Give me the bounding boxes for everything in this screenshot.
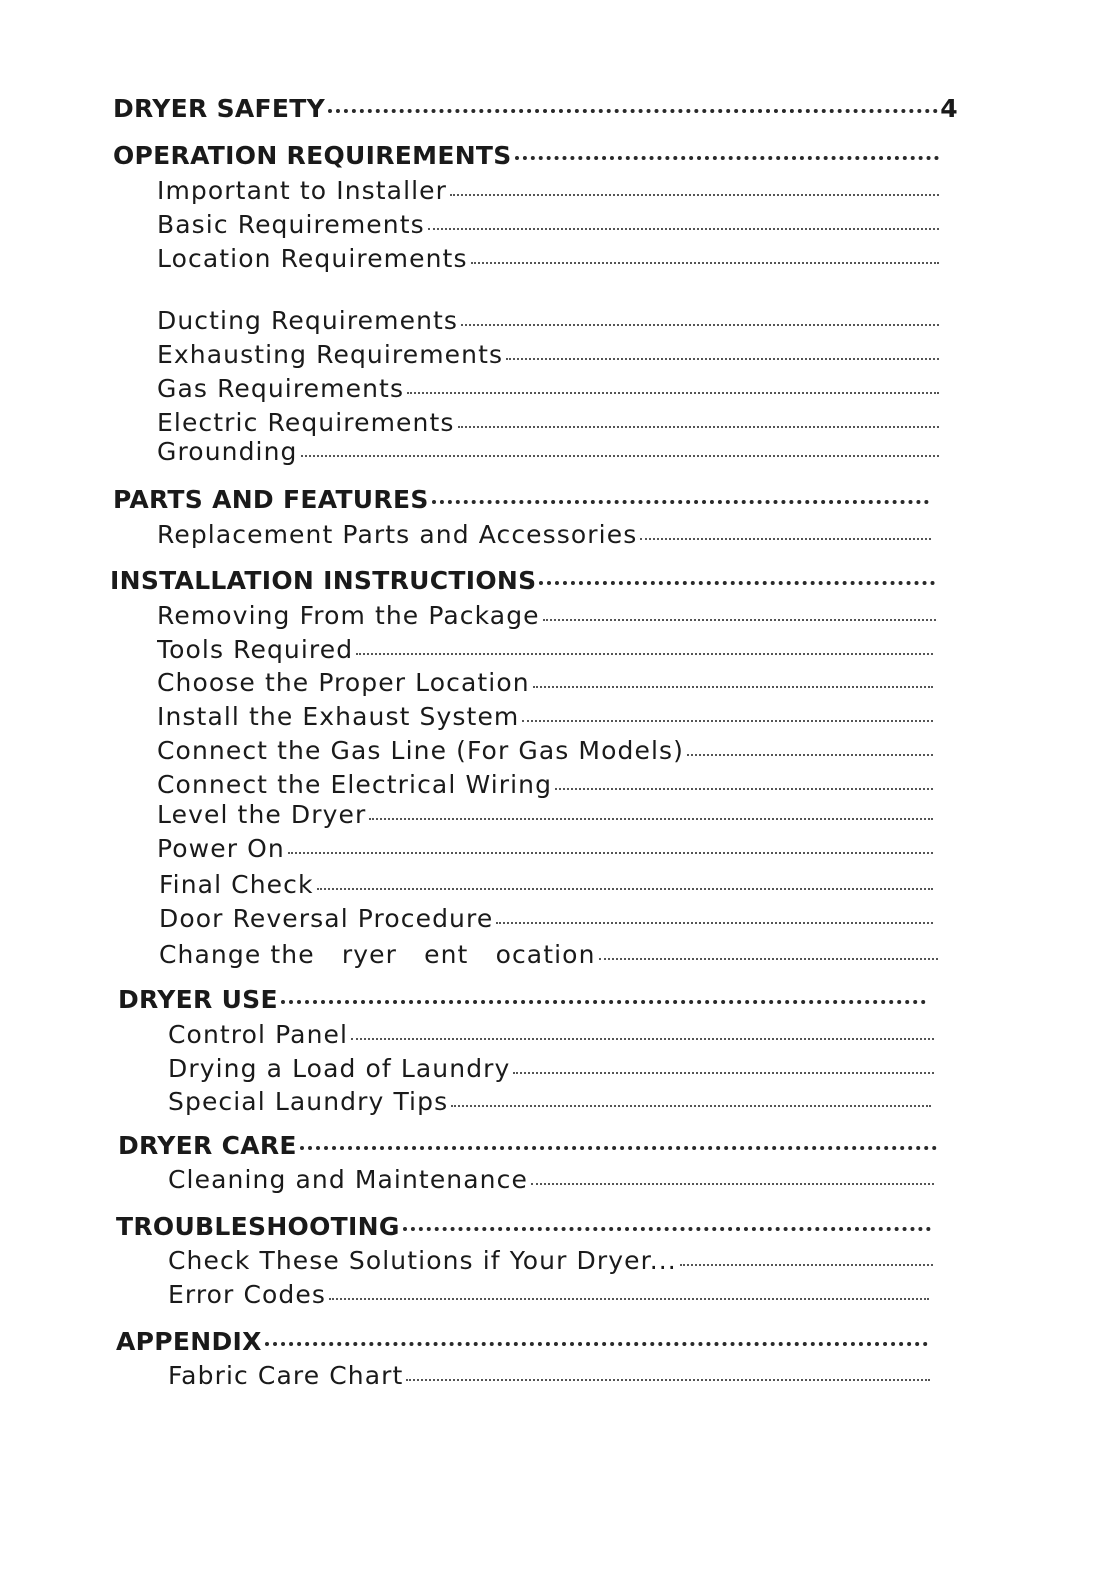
toc-label: INSTALLATION INSTRUCTIONS <box>110 566 537 595</box>
toc-section-dryer-use[interactable] <box>118 979 926 1014</box>
toc-label: OPERATION REQUIREMENTS <box>113 141 512 170</box>
toc-section-parts-and-features[interactable] <box>113 479 929 514</box>
toc-item-cleaning-and-maintenance[interactable] <box>168 1161 934 1194</box>
dot-leader <box>506 336 939 360</box>
toc-section-troubleshooting[interactable] <box>116 1206 931 1241</box>
toc-label: Control Panel <box>168 1020 349 1049</box>
toc-item-error-codes[interactable] <box>168 1276 929 1309</box>
toc-item-replacement-parts[interactable] <box>157 516 931 549</box>
dot-leader <box>300 1125 937 1150</box>
dot-leader <box>288 830 933 854</box>
toc-label: Location Requirements <box>157 244 468 273</box>
toc-label: PARTS AND FEATURES <box>113 485 429 514</box>
dot-leader <box>640 516 931 540</box>
toc-label: Ducting Requirements <box>157 306 459 335</box>
toc-label: Replacement Parts and Accessories <box>157 520 638 549</box>
dot-leader <box>680 1242 933 1266</box>
dot-leader <box>328 88 938 113</box>
toc-label: Final Check <box>159 870 314 899</box>
toc-label: Check These Solutions if Your Dryer... <box>168 1246 677 1275</box>
dot-leader <box>543 597 936 621</box>
dot-leader <box>329 1276 929 1300</box>
toc-section-dryer-care[interactable] <box>118 1125 937 1160</box>
toc-label: APPENDIX <box>116 1327 262 1356</box>
toc-item-location-requirements[interactable] <box>157 240 939 273</box>
dot-leader <box>451 1083 931 1107</box>
dot-leader <box>403 1206 931 1231</box>
dot-leader <box>428 206 939 230</box>
dot-leader <box>539 560 935 585</box>
toc-label: Choose the Proper Location <box>157 668 530 697</box>
toc-label: Exhausting Requirements <box>157 340 504 369</box>
toc-section-operation-requirements[interactable] <box>113 135 939 170</box>
toc-label: Important to Installer <box>157 176 448 205</box>
dot-leader <box>515 135 939 160</box>
toc-label: Gas Requirements <box>157 374 405 403</box>
toc-item-basic-requirements[interactable] <box>157 206 939 239</box>
dot-leader <box>687 732 933 756</box>
toc-label: Door Reversal Procedure <box>159 904 494 933</box>
toc-label: DRYER SAFETY <box>113 94 326 123</box>
dot-leader <box>555 766 933 790</box>
toc-item-exhausting-requirements[interactable] <box>157 336 939 369</box>
toc-item-important-to-installer[interactable] <box>157 172 939 205</box>
toc-label: Fabric Care Chart <box>168 1361 404 1390</box>
dot-leader <box>450 172 939 196</box>
toc-item-power-on[interactable] <box>157 830 933 863</box>
toc-label: Special Laundry Tips <box>168 1087 449 1116</box>
toc-section-appendix[interactable] <box>116 1321 928 1356</box>
toc-item-gas-requirements[interactable] <box>157 370 939 403</box>
toc-label: Connect the Gas Line (For Gas Models) <box>157 736 684 765</box>
dot-leader <box>432 479 929 504</box>
dot-leader <box>406 1357 930 1381</box>
dot-leader <box>471 240 939 264</box>
toc-label: Electric Requirements <box>157 408 455 437</box>
toc-section-dryer-safety[interactable] <box>113 88 958 123</box>
dot-leader <box>356 631 933 655</box>
toc-item-final-check[interactable] <box>159 866 933 899</box>
toc-label: Connect the Electrical Wiring <box>157 770 553 799</box>
toc-item-choose-proper-location[interactable] <box>157 664 933 697</box>
toc-item-connect-gas-line[interactable] <box>157 732 933 765</box>
dot-leader <box>461 302 939 326</box>
toc-label: Error Codes <box>168 1280 327 1309</box>
toc-item-tools-required[interactable] <box>157 631 933 664</box>
dot-leader <box>369 796 933 820</box>
dot-leader <box>513 1050 934 1074</box>
toc-item-change-dryer-vent-location[interactable] <box>159 936 938 969</box>
dot-leader <box>317 866 933 890</box>
dot-leader <box>351 1016 934 1040</box>
toc-item-special-laundry-tips[interactable] <box>168 1083 931 1116</box>
toc-item-check-these-solutions[interactable] <box>168 1242 933 1275</box>
toc-label: TROUBLESHOOTING <box>116 1212 400 1241</box>
toc-item-level-the-dryer[interactable] <box>157 796 933 829</box>
toc-label: Grounding <box>157 437 298 466</box>
toc-section-installation-instructions[interactable] <box>110 560 935 595</box>
toc-label: Tools Required <box>157 635 354 664</box>
toc-label: Cleaning and Maintenance <box>168 1165 528 1194</box>
toc-item-ducting-requirements[interactable] <box>157 302 939 335</box>
dot-leader <box>522 698 933 722</box>
toc-item-drying-a-load[interactable] <box>168 1050 934 1083</box>
toc-label: Drying a Load of Laundry <box>168 1054 511 1083</box>
toc-item-grounding[interactable] <box>157 433 939 466</box>
dot-leader <box>281 979 926 1004</box>
toc-label: DRYER CARE <box>118 1131 297 1160</box>
toc-label: Level the Dryer <box>157 800 367 829</box>
toc-label: Basic Requirements <box>157 210 425 239</box>
toc-item-door-reversal[interactable] <box>159 900 933 933</box>
toc-item-install-exhaust-system[interactable] <box>157 698 933 731</box>
dot-leader <box>496 900 933 924</box>
toc-item-removing-from-package[interactable] <box>157 597 936 630</box>
toc-item-fabric-care-chart[interactable] <box>168 1357 930 1390</box>
toc-label: Install the Exhaust System <box>157 702 520 731</box>
dot-leader <box>458 404 940 428</box>
toc-item-control-panel[interactable] <box>168 1016 934 1049</box>
toc-label: DRYER USE <box>118 985 278 1014</box>
toc-label: Power On <box>157 834 285 863</box>
toc-label: Change the ryer ent ocation <box>159 940 596 969</box>
toc-label: Removing From the Package <box>157 601 540 630</box>
dot-leader <box>265 1321 928 1346</box>
dot-leader <box>407 370 939 394</box>
dot-leader <box>531 1161 934 1185</box>
dot-leader <box>301 433 939 457</box>
toc-page-number: 4 <box>940 94 958 123</box>
dot-leader <box>533 664 933 688</box>
dot-leader <box>599 936 938 960</box>
toc-item-connect-electrical-wiring[interactable] <box>157 766 933 799</box>
